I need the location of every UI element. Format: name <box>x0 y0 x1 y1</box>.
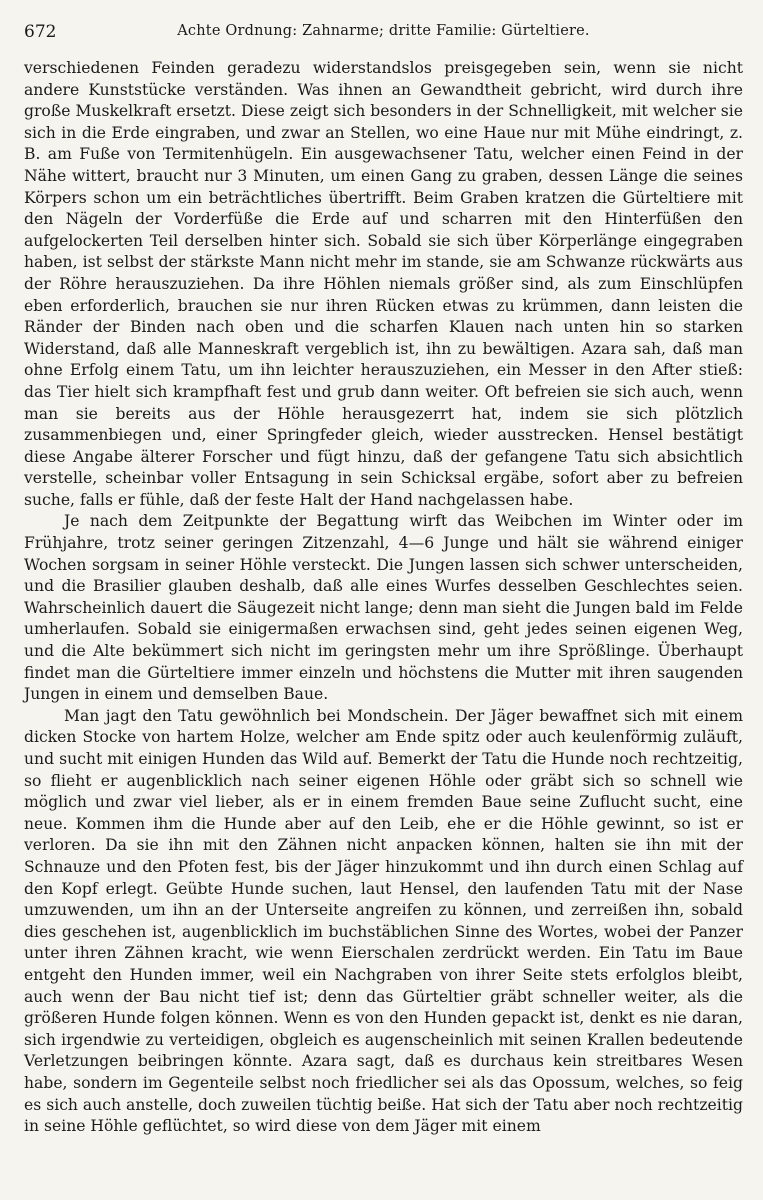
paragraph: Man jagt den Tatu gewöhnlich bei Mondschein. Der Jäger bewaffnet sich mit einem dicken Stocke von hartem Holze, welcher am Ende spitz oder auch keulenförmig zuläuft, und sucht mit einigen Hunden das Wild auf. Bemerkt der Tatu die Hunde noch rechtzeitig, so flieht er augenblicklich nach seiner eigenen Höhle oder gräbt sich so schnell wie möglich und zwar viel lieber, als er in einem fremden Baue seine Zuflucht sucht, eine neue. Kommen ihm die Hunde aber auf den Leib, ehe er die Höhle gewinnt, so ist er verloren. Da sie ihn mit den Zähnen nicht anpacken können, halten sie ihn mit der Schnauze und den Pfoten fest, bis der Jäger hinzukommt und ihn durch einen Schlag auf den Kopf erlegt. Geübte Hunde suchen, laut Hensel, den laufenden Tatu mit der Nase umzuwenden, um ihn an der Unterseite angreifen zu können, und zerreißen ihn, sobald dies geschehen ist, augenblicklich im buchstäblichen Sinne des Wortes, wobei der Panzer unter ihren Zähnen kracht, wie wenn Eierschalen zerdrückt werden. Ein Tatu im Baue entgeht den Hunden immer, weil ein Nachgraben von ihrer Seite stets erfolglos bleibt, auch wenn der Bau nicht tief ist; denn das Gürteltier gräbt schneller weiter, als die größeren Hunde folgen können. Wenn es von den Hunden gepackt ist, denkt es nie daran, sich irgendwie zu verteidigen, obgleich es augenscheinlich mit seinen Krallen bedeutende Verletzungen beibringen könnte. Azara sagt, daß es durchaus kein streitbares Wesen habe, sondern im Gegenteile selbst noch friedlicher sei als das Opossum, welches, so feig es sich auch anstelle, doch zuweilen tüchtig beiße. Hat sich der Tatu aber noch rechtzeitig in seine Höhle geflüchtet, so wird diese von dem Jäger mit einem <box>24 706 743 1136</box>
body-text <box>24 58 743 1138</box>
paragraph: verschiedenen Feinden geradezu widerstandslos preisgegeben sein, wenn sie nicht andere Kunststücke verständen. Was ihnen an Gewandtheit gebricht, wird durch ihre große Muskelkraft ersetzt. Diese zeigt sich besonders in der Schnelligkeit, mit welcher sie sich in die Erde eingraben, und zwar an Stellen, wo eine Haue nur mit Mühe eindringt, z. B. am Fuße von Termitenhügeln. Ein ausgewachsener Tatu, welcher einen Feind in der Nähe wittert, braucht nur 3 Minuten, um einen Gang zu graben, dessen Länge die seines Körpers schon um ein beträchtliches übertrifft. Beim Graben kratzen die Gürteltiere mit den Nägeln der Vorderfüße die Erde auf und scharren mit den Hinterfüßen den aufgelockerten Teil derselben hinter sich. Sobald sie sich über Körperlänge eingegraben haben, ist selbst der stärkste Mann nicht mehr im stande, sie am Schwanze rückwärts aus der Röhre herauszuziehen. Da ihre Höhlen niemals größer sind, als zum Einschlüpfen eben erforderlich, brauchen sie nur ihren Rücken etwas zu krümmen, dann leisten die Ränder der Binden nach oben und die scharfen Klauen nach unten hin so starken Widerstand, daß alle Manneskraft vergeblich ist, ihn zu bewältigen. Azara sah, daß man ohne Erfolg einem Tatu, um ihn leichter herauszuziehen, ein Messer in den After stieß: das Tier hielt sich krampfhaft fest und grub dann weiter. Oft befreien sie sich auch, wenn man sie bereits aus der Höhle herausgezerrt hat, indem sie sich plötzlich zusammenbiegen und, einer Springfeder gleich, wieder ausstrecken. Hensel bestätigt diese Angabe älterer Forscher und fügt hinzu, daß der gefangene Tatu sich absichtlich verstelle, scheinbar voller Entsagung in sein Schicksal ergäbe, sofort aber zu befreien suche, falls er fühle, daß der feste Halt der Hand nachgelassen habe. <box>24 59 743 509</box>
running-head: Achte Ordnung: Zahnarme; dritte Familie: Gürteltiere. <box>177 23 590 39</box>
page-header <box>24 18 743 52</box>
paragraph: Je nach dem Zeitpunkte der Begattung wirft das Weibchen im Winter oder im Frühjahre, trotz seiner geringen Zitzenzahl, 4—6 Junge und hält sie während einiger Wochen sorgsam in seiner Höhle versteckt. Die Jungen lassen sich schwer unterscheiden, und die Brasilier glauben deshalb, daß alle eines Wurfes desselben Geschlechtes seien. Wahrscheinlich dauert die Säugezeit nicht lange; denn man sieht die Jungen bald im Felde umherlaufen. Sobald sie einigermaßen erwachsen sind, geht jedes seinen eigenen Weg, und die Alte bekümmert sich nicht im geringsten mehr um ihre Sprößlinge. Überhaupt findet man die Gürteltiere immer einzeln und höchstens die Mutter mit ihren saugenden Jungen in einem und demselben Baue. <box>24 512 743 704</box>
page-number: 672 <box>24 22 57 42</box>
